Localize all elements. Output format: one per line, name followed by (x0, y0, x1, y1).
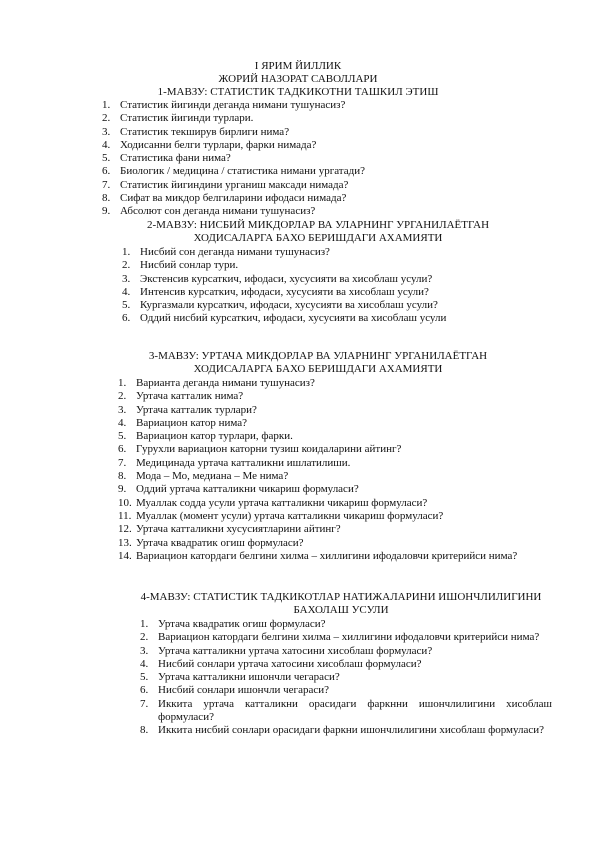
section-2-question-list (122, 246, 562, 326)
list-item: 4. Интенсив курсаткич, ифодаси, хусусияти ва хисоблаш усули? (122, 285, 429, 298)
section-4-title-line1: 4-МАВЗУ: СТАТИСТИК ТАДКИКОТЛАР НАТИЖАЛАРИНИ ИШОНЧЛИЛИГИНИ (140, 591, 542, 603)
list-item: 8. Мода – Мо, медиана – Ме нима? (118, 470, 289, 483)
list-item: 5. Кургазмали курсаткич, ифодаси, хусусияти ва хисоблаш усули? (122, 299, 438, 312)
list-item: 6. Биологик / медицина / статистика нимани ургатади? (102, 165, 365, 178)
list-item: 3. Экстенсив курсаткич, ифодаси, хусусияти ва хисоблаш усули? (122, 272, 433, 285)
section-2-title-line2: ХОДИСАЛАРГА БАХО БЕРИШДАГИ АХАМИЯТИ (193, 232, 443, 245)
list-item: 5. Вариацион катор турлари, фарки. (118, 430, 293, 443)
list-item: 3. Уртача катталикни уртача хатосини хисоблаш формуласи? (140, 644, 433, 657)
list-item: 1. Уртача квадратик огиш формуласи? (140, 618, 326, 630)
list-item: 4. Нисбий сонлари уртача хатосини хисоблаш формуласи? (140, 657, 422, 670)
section-1-question-list (102, 99, 552, 219)
semester-title: I ЯРИМ ЙИЛЛИК (254, 60, 342, 72)
list-item: 6. Нисбий сонлари ишончли чегараси? (140, 684, 329, 697)
list-item: 4. Вариацион катор нима? (118, 416, 248, 429)
list-item: 13. Уртача квадратик огиш формуласи? (118, 536, 304, 549)
section-2-title-line1: 2-МАВЗУ: НИСБИЙ МИКДОРЛАР ВА УЛАРНИНГ УРГАНИЛАЁТГАН (146, 219, 490, 231)
list-item: 14. Вариацион катордаги белгини хилма – хиллигини ифодаловчи критерийси нима? (118, 549, 518, 562)
list-item: 2. Вариацион катордаги белгини хилма – хиллигини ифодаловчи критерийси нима? (140, 631, 540, 644)
list-item: 9. Абсолют сон деганда нимани тушунасиз? (102, 205, 316, 218)
document-header (0, 60, 596, 87)
list-item: 6. Оддий нисбий курсаткич, ифодаси, хусусияти ва хисоблаш усули (122, 312, 447, 325)
section-3-title-line1: 3-МАВЗУ: УРТАЧА МИКДОРЛАР ВА УЛАРНИНГ УРГАНИЛАЁТГАН (148, 350, 488, 362)
list-item: 1. Варианта деганда нимани тушунасиз? (118, 377, 315, 389)
section-4-title-line2: БАХОЛАШ УСУЛИ (293, 604, 389, 617)
list-item: 8. Сифат ва микдор белгиларини ифодаси нимада? (102, 192, 347, 205)
section-3-title (0, 350, 596, 377)
section-3-title-line2: ХОДИСАЛАРГА БАХО БЕРИШДАГИ АХАМИЯТИ (193, 363, 443, 376)
control-questions-title: ЖОРИЙ НАЗОРАТ САВОЛЛАРИ (218, 73, 378, 86)
list-item: 2. Нисбий сонлар тури. (122, 259, 239, 272)
list-item: 3. Статистик текширув бирлиги нима? (102, 125, 290, 138)
list-item: 3. Уртача катталик турлари? (118, 403, 257, 416)
list-item: 9. Оддий уртача катталикни чикариш формуласи? (118, 483, 359, 496)
section-4-title (0, 591, 596, 618)
list-item: 12. Уртача катталикни хусусиятларини айтинг? (118, 523, 341, 536)
list-item: 7. Медицинада уртача катталикни ишлатилиши. (118, 456, 351, 469)
section-1-title: 1-МАВЗУ: СТАТИСТИК ТАДКИКОТНИ ТАШКИЛ ЭТИШ (157, 86, 439, 98)
section-2-title (0, 219, 596, 246)
list-item: 6. Гурухли вариацион каторни тузиш коидаларини айтинг? (118, 443, 402, 456)
list-item: 2. Статистик йигинди турлари. (102, 112, 254, 125)
list-item: 7. Иккита уртача катталикни орасидаги фаркнни ишончлилигини хисоблаш формуласи? (140, 697, 552, 724)
list-item: 11. Муаллак (момент усули) уртача катталикни чикариш формуласи? (118, 509, 444, 522)
list-item: 5. Уртача катталикни ишончли чегараси? (140, 671, 340, 684)
list-item: 4. Ходисанни белги турлари, фарки нимада? (102, 138, 317, 151)
list-item: 5. Статистика фани нима? (102, 152, 231, 165)
section-4-question-list (140, 618, 552, 738)
section-3-question-list (118, 377, 554, 563)
list-item: 7. Статистик йигиндини урганиш максади нимада? (102, 178, 349, 191)
list-item: 2. Уртача катталик нима? (118, 390, 244, 403)
list-item: 1. Нисбий сон деганда нимани тушунасиз? (122, 246, 330, 258)
list-item: 10. Муаллак содда усули уртача катталикни чикариш формуласи? (118, 496, 428, 509)
list-item: 1. Статистик йигинди деганда нимани тушунасиз? (102, 99, 346, 111)
list-item: 8. Иккита нисбий сонлари орасидаги фаркни ишончлилигини хисоблаш формуласи? (140, 724, 545, 737)
